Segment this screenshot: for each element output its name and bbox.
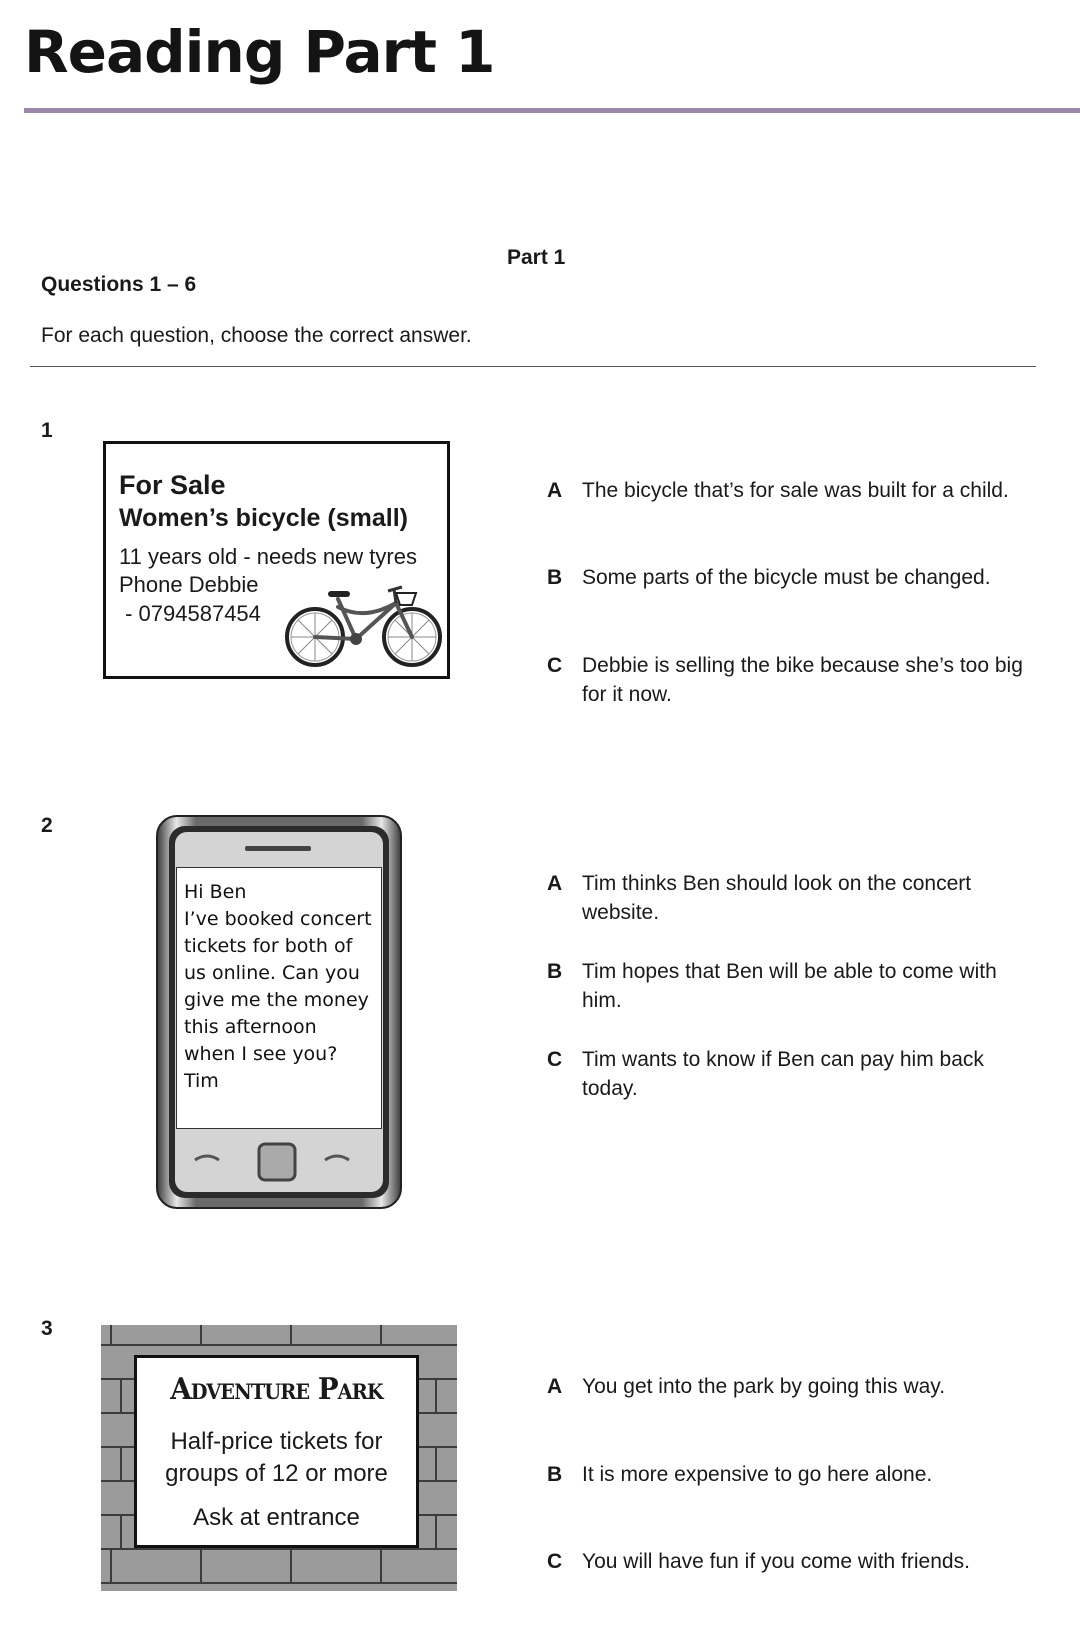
title-divider bbox=[24, 108, 1080, 113]
bicycle-icon bbox=[284, 581, 444, 669]
question-number: 2 bbox=[41, 814, 53, 837]
message-line: us online. Can you bbox=[184, 962, 360, 984]
answer-option[interactable] bbox=[547, 957, 1037, 1015]
option-text: Tim hopes that Ben will be able to come with him. bbox=[582, 960, 997, 1012]
phone-screen bbox=[176, 867, 382, 1129]
sign-line: groups of 12 or more bbox=[165, 1460, 388, 1487]
question-number: 3 bbox=[41, 1317, 53, 1340]
option-letter: A bbox=[547, 872, 563, 895]
answer-option[interactable] bbox=[547, 1547, 1037, 1576]
sign-line: Half-price tickets for bbox=[170, 1428, 383, 1455]
answer-option[interactable] bbox=[547, 1460, 1037, 1489]
message-line: this afternoon bbox=[184, 1016, 317, 1038]
option-text: Tim wants to know if Ben can pay him back today. bbox=[582, 1048, 984, 1100]
notice-line: - 0794587454 bbox=[119, 601, 261, 626]
for-sale-notice bbox=[103, 441, 450, 679]
instructions: For each question, choose the correct answer. bbox=[41, 324, 472, 347]
message-line: give me the money bbox=[184, 989, 369, 1011]
message-line: when I see you? bbox=[184, 1043, 338, 1065]
option-letter: B bbox=[547, 1463, 563, 1486]
message-line: Hi Ben bbox=[184, 881, 247, 903]
page-title: Reading Part 1 bbox=[24, 18, 495, 86]
option-letter: A bbox=[547, 479, 563, 502]
option-letter: C bbox=[547, 1550, 563, 1573]
notice-line: Phone Debbie bbox=[119, 572, 259, 597]
answer-option[interactable] bbox=[547, 563, 1037, 592]
answer-option[interactable] bbox=[547, 1372, 1037, 1401]
notice-line: 11 years old - needs new tyres bbox=[119, 544, 417, 569]
answer-option[interactable] bbox=[547, 651, 1037, 709]
answer-option[interactable] bbox=[547, 1045, 1037, 1103]
option-text: The bicycle that’s for sale was built for a child. bbox=[582, 479, 1009, 502]
option-text: Some parts of the bicycle must be changed. bbox=[582, 566, 991, 589]
sign-title: Adventure Park bbox=[170, 1372, 383, 1407]
question-number: 1 bbox=[41, 419, 53, 442]
option-text: Tim thinks Ben should look on the concert website. bbox=[582, 872, 972, 924]
option-letter: C bbox=[547, 1048, 563, 1071]
part-label: Part 1 bbox=[507, 246, 566, 269]
option-letter: C bbox=[547, 654, 563, 677]
questions-range: Questions 1 – 6 bbox=[41, 273, 197, 296]
answer-option[interactable] bbox=[547, 869, 1037, 927]
option-text: It is more expensive to go here alone. bbox=[582, 1463, 933, 1486]
message-line: tickets for both of bbox=[184, 935, 353, 957]
message-line: I’ve booked concert bbox=[184, 908, 372, 930]
option-text: Debbie is selling the bike because she’s too big for it now. bbox=[582, 654, 1023, 706]
notice-title: For Sale bbox=[119, 470, 226, 500]
option-text: You will have fun if you come with friends. bbox=[582, 1550, 970, 1573]
instructions-divider bbox=[30, 366, 1036, 367]
notice-subtitle: Women’s bicycle (small) bbox=[119, 504, 408, 532]
adventure-park-sign bbox=[134, 1355, 419, 1548]
sign-line: Ask at entrance bbox=[193, 1504, 360, 1531]
answer-option[interactable] bbox=[547, 476, 1037, 505]
option-letter: A bbox=[547, 1375, 563, 1398]
option-letter: B bbox=[547, 566, 563, 589]
option-text: You get into the park by going this way. bbox=[582, 1375, 946, 1398]
option-letter: B bbox=[547, 960, 563, 983]
message-line: Tim bbox=[184, 1070, 219, 1092]
